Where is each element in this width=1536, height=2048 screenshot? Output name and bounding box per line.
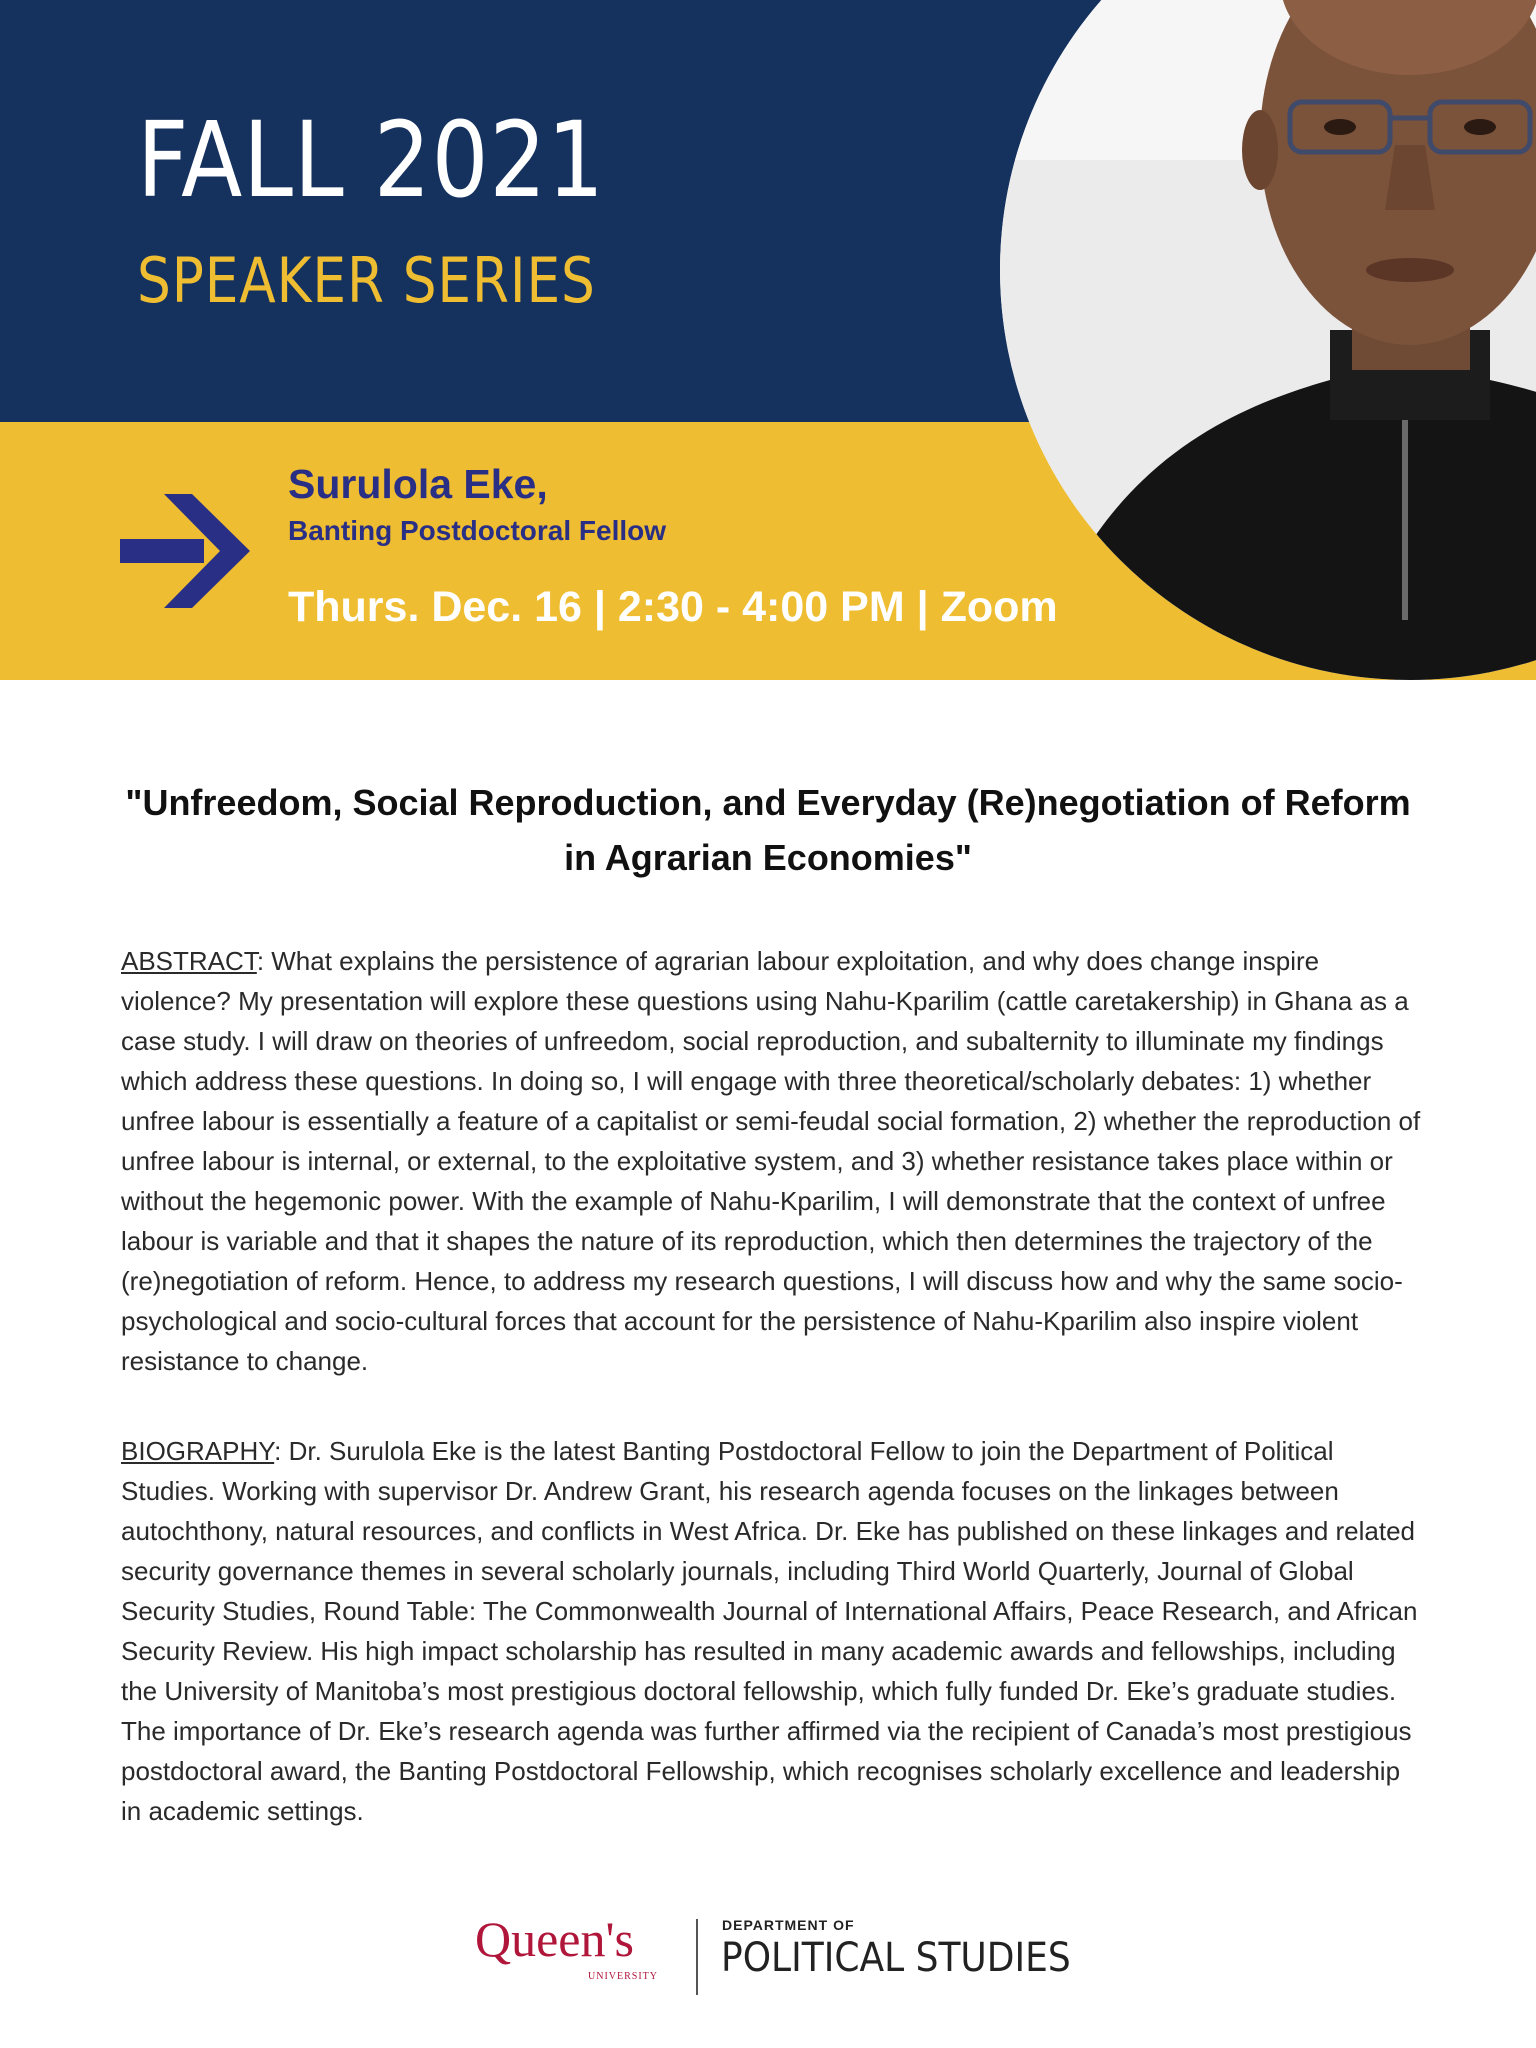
- department-label: DEPARTMENT OF: [722, 1917, 855, 1933]
- queens-logo: Queen's: [475, 1911, 634, 1967]
- biography-text: : Dr. Surulola Eke is the latest Banting Postdoctoral Fellow to join the Department of Political Studies. Working with supervisor Dr. Andrew Grant, his research agenda focuses on the linkages between autochthony, natural resources, and conflicts in West Africa. Dr. Eke has published on these linkages and related security governance themes in several scholarly journals, including Third World Quarterly, Journal of Global Security Studies, Round Table: The Commonwealth Journal of International Affairs, Peace Research, and African Security Review. His high impact scholarship has resulted in many academic awards and fellowships, including the University of Manitoba’s most prestigious doctoral fellowship, which fully funded Dr. Eke’s graduate studies. The importance of Dr. Eke’s research agenda was further affirmed via the recipient of Canada’s most prestigious postdoctoral award, the Banting Postdoctoral Fellowship, which recognises scholarly excellence and leadership in academic settings.: [121, 1436, 1418, 1826]
- speaker-role: Banting Postdoctoral Fellow: [288, 515, 667, 546]
- footer-divider: [696, 1919, 698, 1995]
- speaker-name: Surulola Eke,: [288, 461, 548, 507]
- series-subtitle: SPEAKER SERIES: [137, 244, 596, 317]
- arrow-right-icon: [120, 494, 250, 608]
- abstract-paragraph: [121, 941, 1421, 1381]
- department-name: POLITICAL STUDIES: [721, 1935, 1071, 1981]
- biography-paragraph: [121, 1431, 1421, 1831]
- abstract-label: ABSTRACT: [121, 946, 257, 976]
- queens-logo-subtext: UNIVERSITY: [588, 1971, 658, 1982]
- talk-title: "Unfreedom, Social Reproduction, and Everyday (Re)negotiation of Reform in Agrarian Economies": [125, 782, 1411, 878]
- series-title: FALL 2021: [137, 99, 605, 221]
- event-details: Thurs. Dec. 16 | 2:30 - 4:00 PM | Zoom: [288, 583, 1058, 631]
- abstract-text: : What explains the persistence of agrarian labour exploitation, and why does change inspire violence? My presentation will explore these questions using Nahu-Kparilim (cattle caretakership) in Ghana as a case study. I will draw on theories of unfreedom, social reproduction, and subalternity to illuminate my findings which address these questions. In doing so, I will engage with three theoretical/scholarly debates: 1) whether unfree labour is essentially a feature of a capitalist or semi-feudal social formation, 2) whether the reproduction of unfree labour is internal, or external, to the exploitative system, and 3) whether resistance takes place within or without the hegemonic power. With the example of Nahu-Kparilim, I will demonstrate that the context of unfree labour is variable and that it shapes the nature of its reproduction, which then determines the trajectory of the (re)negotiation of reform. Hence, to address my research questions, I will discuss how and why the same socio-psychological and socio-cultural forces that account for the persistence of Nahu-Kparilim also inspire violent resistance to change.: [121, 946, 1421, 1376]
- biography-label: BIOGRAPHY: [121, 1436, 275, 1466]
